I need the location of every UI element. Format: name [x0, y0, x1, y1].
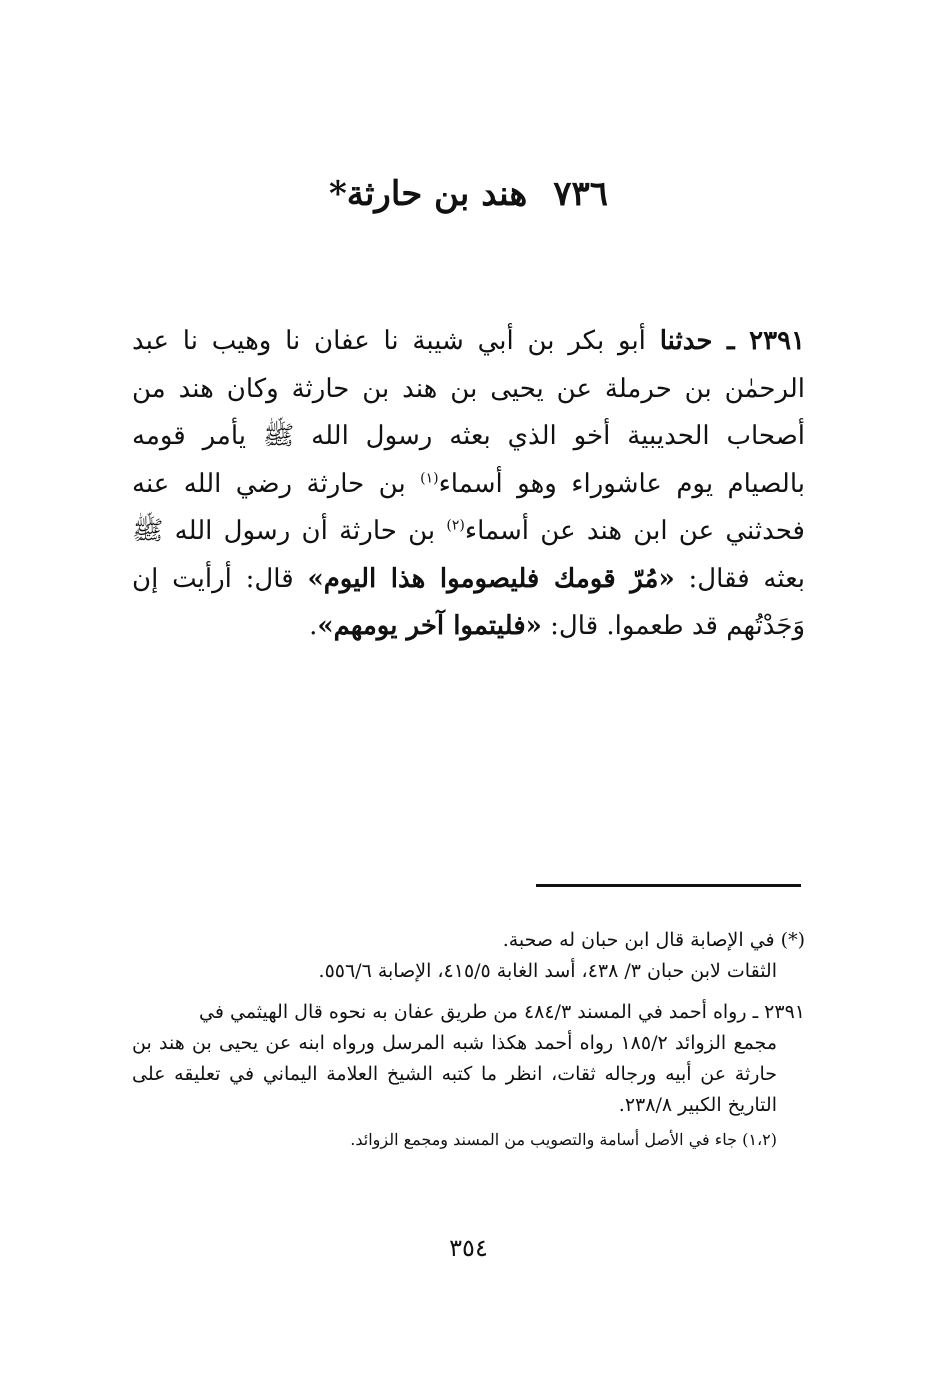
- hadith-body: [132, 318, 805, 651]
- footnote-separator: [536, 884, 801, 887]
- hadith-text-part-1: أبو بكر بن أبي شيبة نا عفان نا وهيب نا عبد الرحمٰن بن حرملة عن يحيى بن هند بن حارثة وكان هند من أصحاب الحديبية أخو الذي بعثه رسول الله ﷺ يأمر قومه بالصيام يوم عاشوراء وهو أسماء: [132, 326, 805, 499]
- hadith-text-part-2: بن حارثة رضي الله عنه فحدثني عن ابن هند عن أسماء: [132, 468, 805, 546]
- section-heading: [0, 170, 937, 218]
- footnote-hadith-2391-rest: مجمع الزوائد ١٨٥/٢ رواه أحمد هكذا شبه المرسل ورواه ابنه عن يحيى بن هند بن حارثة عن أبيه ورجاله ثقات، انظر ما كتبه الشيخ العلامة اليماني في تعليقه على التاريخ الكبير ٢٣٨/٨.: [132, 1032, 777, 1116]
- footnote-ref-1: (١): [420, 469, 439, 486]
- prophetic-quote-2: «فليتموا آخر يومهم»: [317, 611, 542, 641]
- footnote-ref-2: (٢): [446, 517, 465, 534]
- entry-number: ٧٣٦: [553, 174, 609, 214]
- hadith-text-part-5: .: [309, 611, 318, 641]
- prophetic-quote-1: «مُرّ قومك فليصوموا هذا اليوم»: [307, 563, 675, 594]
- hadith-text-part-4: قال: أرأيت إن وَجَدْتُهم قد طعموا. قال:: [132, 563, 805, 641]
- footnote-1-2: (١،٢) جاء في الأصل أسامة والتصويب من المسند ومجمع الزوائد.: [350, 1130, 777, 1149]
- footnote-hadith-2391-first-line: ٢٣٩١ ـ رواه أحمد في المسند ٤٨٤/٣ من طريق عفان به نحوه قال الهيثمي في: [199, 1001, 805, 1023]
- footnote-references: الثقات لابن حبان ٣/ ٤٣٨، أسد الغابة ٤١٥/٥، الإصابة ٥٥٦/٦.: [318, 960, 777, 982]
- page-number: ٣٥٤: [449, 1234, 488, 1262]
- footnotes-block: [132, 925, 805, 1153]
- footnote-star: (*) في الإصابة قال ابن حبان له صحبة.: [502, 929, 805, 951]
- hadith-text-part-3: بن حارثة أن رسول الله ﷺ بعثه فقال:: [132, 516, 805, 594]
- footnote-hadith-2391: [132, 997, 805, 1121]
- entry-title: هند بن حارثة*: [328, 174, 528, 214]
- hadith-number-lead: ٢٣٩١ ـ حدثنا: [659, 326, 806, 356]
